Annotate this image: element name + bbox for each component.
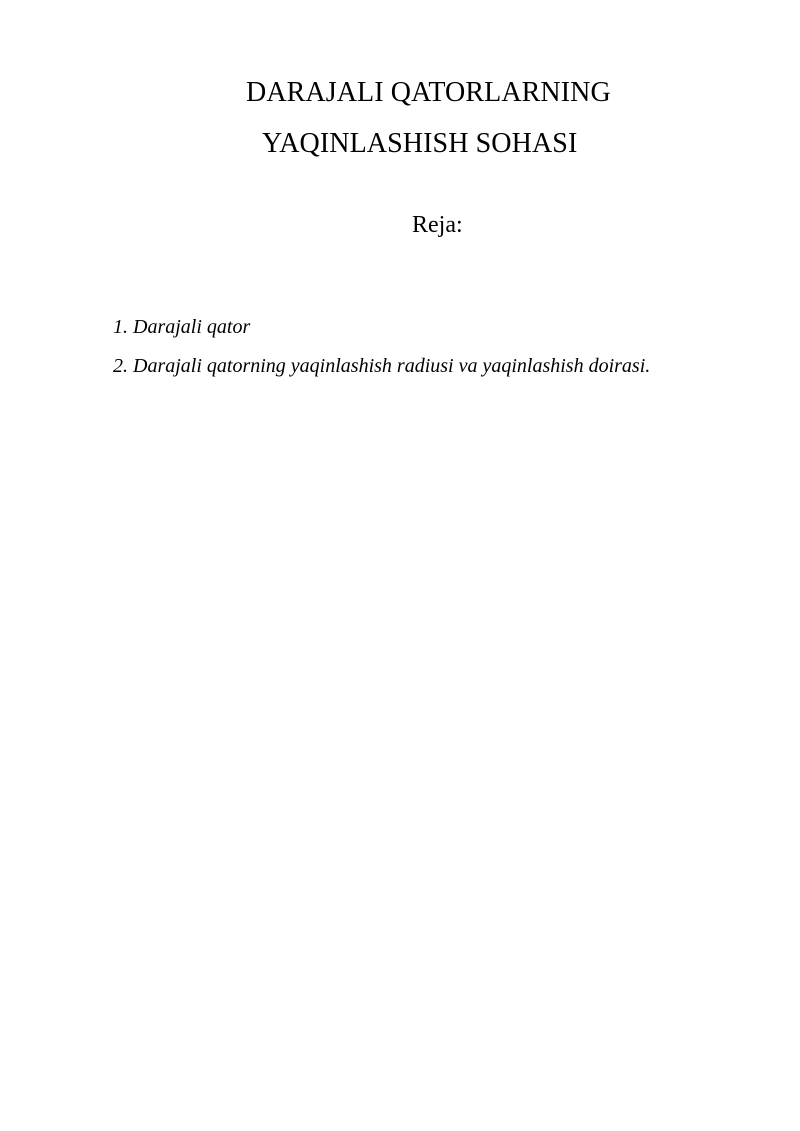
plan-heading: Reja: <box>412 212 463 238</box>
document-title-line-1: DARAJALI QATORLARNING <box>246 77 611 108</box>
plan-item-text: Darajali qator <box>133 316 251 338</box>
plan-list <box>113 315 650 393</box>
plan-item-2 <box>113 354 650 393</box>
plan-item-number: 2. <box>113 355 128 377</box>
plan-item-1 <box>113 315 650 354</box>
document-title-line-2: YAQINLASHISH SOHASI <box>262 128 578 159</box>
plan-item-number: 1. <box>113 316 128 338</box>
plan-item-text: Darajali qatorning yaqinlashish radiusi va yaqinlashish doirasi. <box>133 355 651 377</box>
